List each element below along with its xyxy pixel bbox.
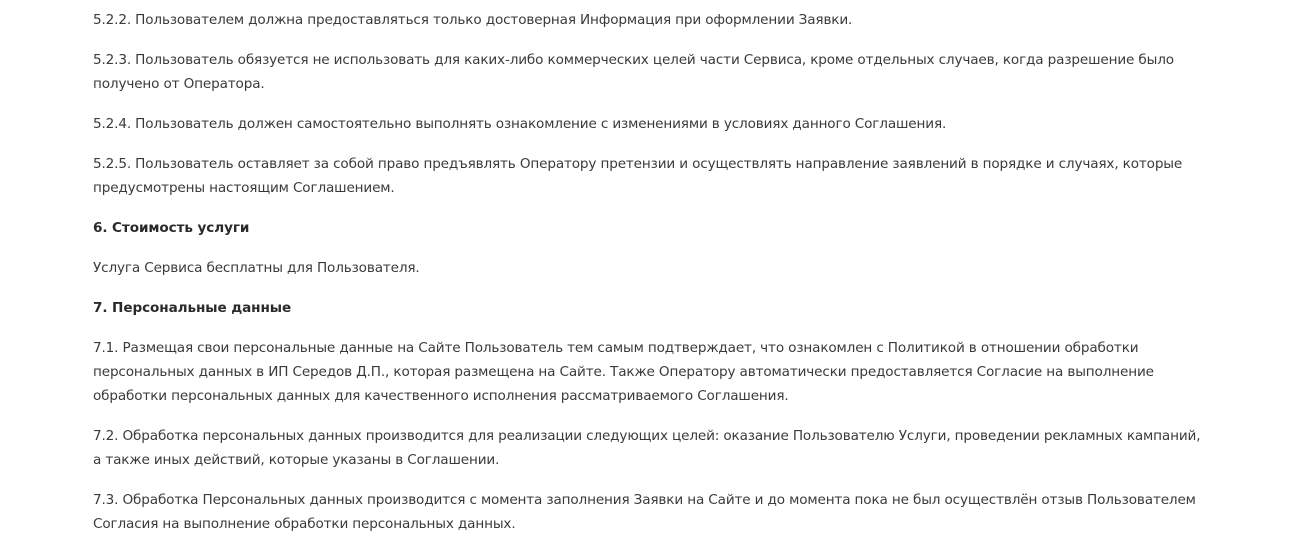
clause-7-1: 7.1. Размещая свои персональные данные на Сайте Пользователь тем самым подтверждает, что ознакомлен с Политикой в отношении обработки персональных данных в ИП Середов Д.П., которая размещена на Сайте. Также Оператору автоматически предоставляется Согласие на выполнение обработки персональных данных для качественного исполнения рассматриваемого Соглашения. <box>93 340 1154 404</box>
section-7-heading: 7. Персональные данные <box>93 300 292 316</box>
clause-5-2-3: 5.2.3. Пользователь обязуется не использовать для каких-либо коммерческих целей части Сервиса, кроме отдельных случаев, когда разрешение было получено от Оператора. <box>93 52 1174 92</box>
clause-5-2-5: 5.2.5. Пользователь оставляет за собой право предъявлять Оператору претензии и осуществлять направление заявлений в порядке и случаях, которые предусмотрены настоящим Соглашением. <box>93 156 1183 196</box>
clause-5-2-2: 5.2.2. Пользователем должна предоставляться только достоверная Информация при оформлении Заявки. <box>93 12 853 28</box>
clause-7-2: 7.2. Обработка персональных данных производится для реализации следующих целей: оказание Пользователю Услуги, проведении рекламных кампаний, а также иных действий, которые указаны в Соглашении. <box>93 428 1201 468</box>
section-6-heading: 6. Стоимость услуги <box>93 220 250 236</box>
clause-5-2-4: 5.2.4. Пользователь должен самостоятельно выполнять ознакомление с изменениями в условиях данного Соглашения. <box>93 116 947 132</box>
agreement-text <box>93 8 1203 552</box>
section-6-text: Услуга Сервиса бесплатны для Пользователя. <box>93 260 420 276</box>
clause-7-3: 7.3. Обработка Персональных данных производится с момента заполнения Заявки на Сайте и до момента пока не был осуществлён отзыв Пользователем Согласия на выполнение обработки персональных данных. <box>93 492 1196 532</box>
